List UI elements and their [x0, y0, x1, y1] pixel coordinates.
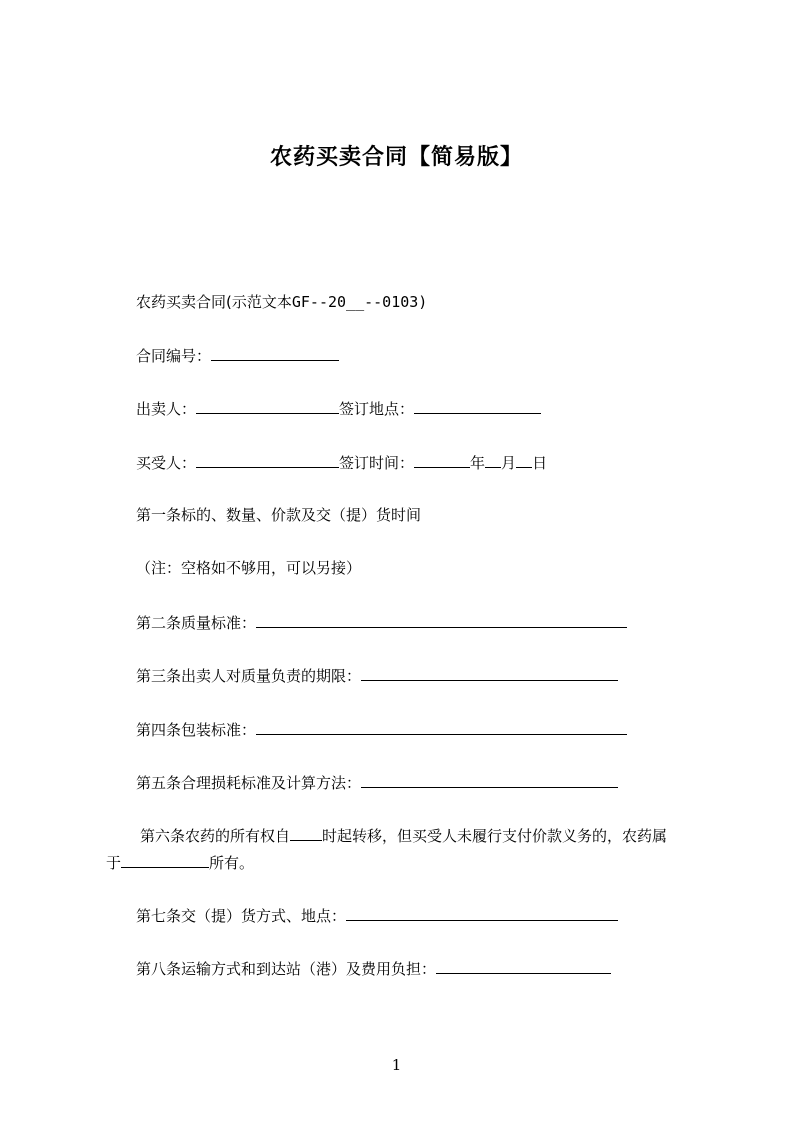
document-title: 农药买卖合同【简易版】 [269, 145, 523, 170]
clause-6-line-1 [140, 825, 667, 846]
year-label: 年 [470, 454, 486, 472]
seller-label: 出卖人： [136, 400, 197, 418]
owner-blank [121, 852, 209, 868]
contract-number-line [136, 345, 339, 366]
intro-prefix: 农药买卖合同(示范文本 [136, 293, 292, 311]
clause-2-label: 第二条质量标准： [136, 614, 257, 632]
month-label: 月 [501, 454, 517, 472]
intro-code: GF--20__--0103) [291, 293, 428, 311]
seller-line [136, 398, 541, 419]
signing-place-label: 签订地点： [339, 400, 415, 418]
clause-6-line-2 [106, 852, 254, 873]
clause-3-label: 第三条出卖人对质量负责的期限： [136, 667, 362, 685]
clause-8-line [136, 958, 611, 979]
contract-number-blank [211, 345, 339, 361]
clause-4-blank [256, 719, 627, 735]
year-blank [414, 452, 470, 468]
note-line: （注：空格如不够用，可以另接） [136, 559, 362, 577]
ownership-time-blank [290, 825, 322, 841]
day-blank [516, 452, 532, 468]
clause-6-part-4: 所有。 [209, 854, 255, 872]
clause-5-label: 第五条合理损耗标准及计算方法： [136, 774, 362, 792]
clause-6-part-1: 第六条农药的所有权自 [140, 827, 291, 845]
clause-6-part-3: 于 [106, 854, 122, 872]
clause-2-line [136, 612, 627, 633]
buyer-blank [196, 452, 339, 468]
clause-6-part-2: 时起转移，但买受人未履行支付价款义务的，农药属 [322, 827, 668, 845]
clause-4-line [136, 719, 627, 740]
clause-4-label: 第四条包装标准： [136, 721, 257, 739]
clause-3-line [136, 665, 618, 686]
clause-5-blank [361, 772, 618, 788]
clause-5-line [136, 772, 618, 793]
clause-7-line [136, 905, 618, 926]
buyer-label: 买受人： [136, 454, 197, 472]
buyer-line [136, 452, 547, 473]
clause-7-label: 第七条交（提）货方式、地点： [136, 907, 347, 925]
clause-8-label: 第八条运输方式和到达站（港）及费用负担： [136, 960, 437, 978]
clause-7-blank [346, 905, 618, 921]
day-label: 日 [532, 454, 548, 472]
intro-line [136, 292, 427, 312]
seller-blank [196, 398, 339, 414]
contract-number-label: 合同编号： [136, 347, 212, 365]
signing-place-blank [414, 398, 541, 414]
clause-3-blank [361, 665, 618, 681]
page-number: 1 [391, 1056, 402, 1074]
clause-2-blank [256, 612, 627, 628]
month-blank [485, 452, 501, 468]
signing-time-label: 签订时间： [339, 454, 415, 472]
clause-1: 第一条标的、数量、价款及交（提）货时间 [136, 506, 422, 524]
clause-8-blank [436, 958, 611, 974]
